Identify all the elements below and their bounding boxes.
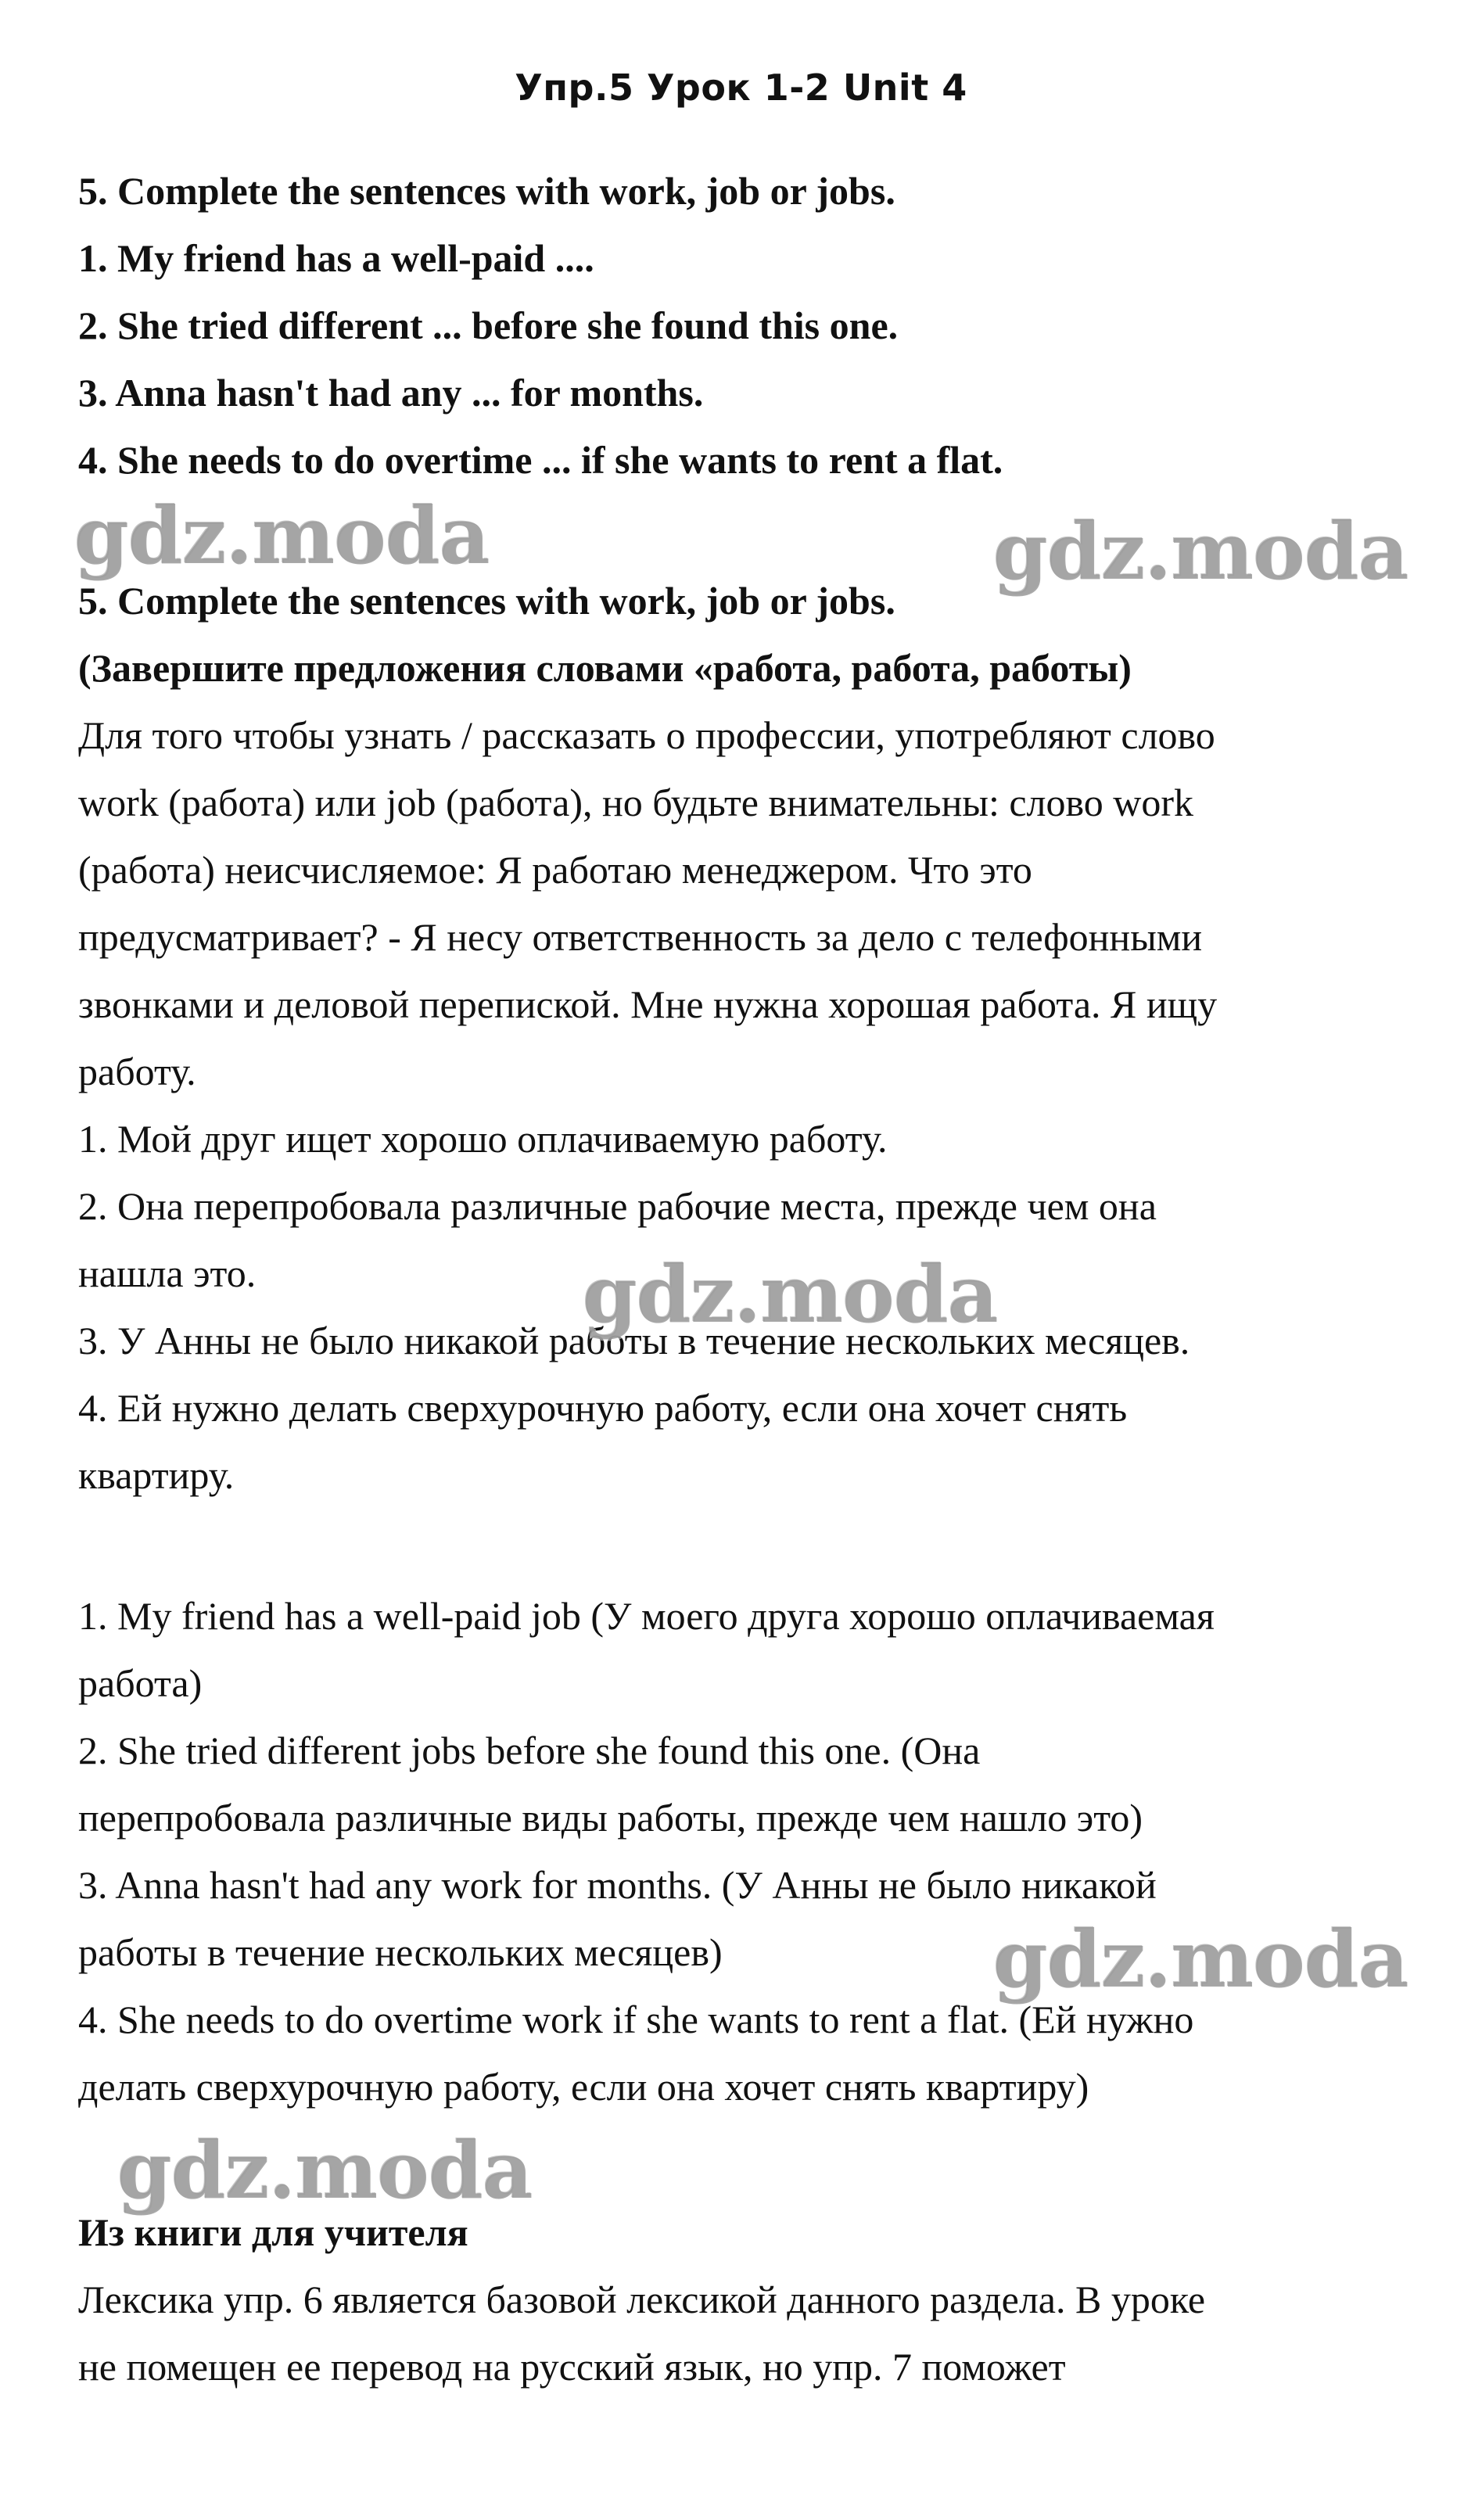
translation-line-5: 4. Ей нужно делать сверхурочную работу, если она хочет снять [78,1386,1128,1430]
answer-line-3: 2. She tried different jobs before she found this one. (Она [78,1728,981,1772]
explanation-line-2: work (работа) или job (работа), но будьте внимательны: слово work [78,781,1194,824]
explanation-line-3: (работа) неисчисляемое: Я работаю менеджером. Что это [78,848,1032,892]
answer-line-4: перепробовала различные виды работы, прежде чем нашло это) [78,1796,1143,1840]
teacher-book-line-2: не помещен ее перевод на русский язык, но упр. 7 поможет [78,2345,1066,2389]
translation-line-4: 3. У Анны не было никакой работы в течение нескольких месяцев. [78,1319,1190,1362]
explanation-line-5: звонками и деловой перепиской. Мне нужна хорошая работа. Я ищу [78,982,1218,1026]
task-item-4: 4. She needs to do overtime ... if she wants to rent a flat. [78,438,1003,482]
explanation-line-1: Для того чтобы узнать / рассказать о профессии, употребляют слово [78,713,1215,757]
explanation-line-4: предусматривает? - Я несу ответственность за дело с телефонными [78,915,1203,959]
watermark-1: gdz.moda [74,490,490,582]
task-item-2: 2. She tried different ... before she found this one. [78,303,899,347]
translation-line-2: 2. Она перепробовала различные рабочие места, прежде чем она [78,1184,1157,1228]
explanation-line-6: работу. [78,1050,196,1093]
translation-line-6: квартиру. [78,1453,235,1497]
watermark-3: gdz.moda [583,1248,998,1341]
teacher-book-heading: Из книги для учителя [78,2210,468,2254]
translation-line-1: 1. Мой друг ищет хорошо оплачиваемую работу. [78,1117,888,1161]
answer-line-7: 4. She needs to do overtime work if she wants to rent a flat. (Ей нужно [78,1998,1194,2041]
watermark-4: gdz.moda [993,1913,1408,2005]
explanation-instruction-ru: (Завершите предложения словами «работа, работа, работы) [78,646,1132,690]
watermark-2: gdz.moda [993,505,1408,598]
answer-line-2: работа) [78,1661,203,1705]
task-item-1: 1. My friend has a well-paid .... [78,236,594,280]
teacher-book-line-1: Лексика упр. 6 является базовой лексикой данного раздела. В уроке [78,2278,1206,2321]
answer-line-6: работы в течение нескольких месяцев) [78,1930,723,1974]
translation-line-3: нашла это. [78,1251,257,1295]
answer-line-8: делать сверхурочную работу, если она хочет снять квартиру) [78,2065,1089,2109]
answer-line-5: 3. Anna hasn't had any work for months. (У Анны не было никакой [78,1863,1157,1907]
watermark-5: gdz.moda [117,2124,533,2217]
page-title: Упр.5 Урок 1-2 Unit 4 [515,66,967,109]
explanation-instruction: 5. Complete the sentences with work, job or jobs. [78,579,895,623]
task-instruction: 5. Complete the sentences with work, job or jobs. [78,169,895,213]
task-item-3: 3. Anna hasn't had any ... for months. [78,371,704,415]
answer-line-1: 1. My friend has a well-paid job (У моего друга хорошо оплачиваемая [78,1594,1215,1638]
